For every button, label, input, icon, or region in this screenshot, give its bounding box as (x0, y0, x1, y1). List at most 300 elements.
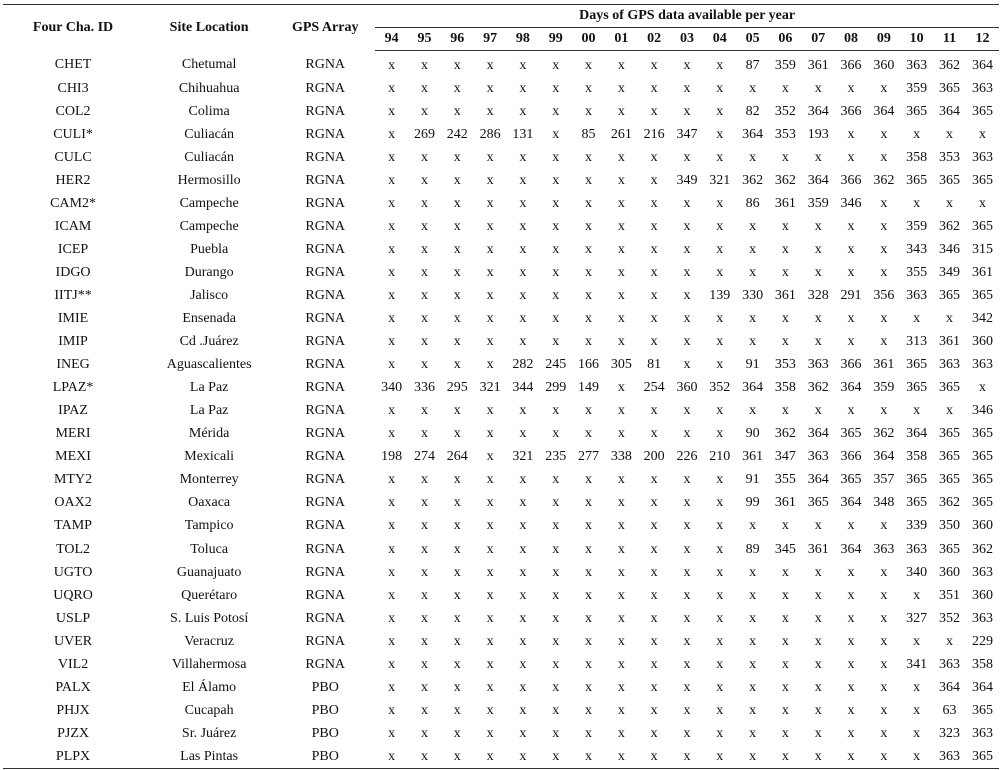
days-value-cell: x (552, 218, 560, 234)
station-id-cell: UGTO (53, 564, 93, 580)
site-location-cell: Oaxaca (188, 495, 231, 511)
gps-array-cell: RGNA (305, 103, 346, 119)
days-value-cell: 362 (774, 426, 796, 442)
days-value-cell: x (978, 126, 986, 142)
days-value-cell: 366 (840, 103, 862, 119)
days-value-cell: x (749, 264, 757, 280)
days-value-cell: 299 (545, 380, 567, 396)
days-value-cell: x (781, 334, 789, 350)
days-value-cell: 364 (742, 380, 764, 396)
days-value-cell: x (617, 518, 625, 534)
days-value-cell: x (420, 495, 428, 511)
days-value-cell: x (716, 564, 724, 580)
days-value-cell: 364 (840, 495, 862, 511)
header-year: 94 (375, 28, 408, 51)
days-value-cell: x (585, 149, 593, 165)
days-value-cell: x (683, 149, 691, 165)
site-location-cell: Campeche (179, 218, 239, 234)
days-value-cell: x (650, 610, 658, 626)
days-value-cell: 346 (971, 403, 993, 419)
gps-array-cell: RGNA (305, 656, 346, 672)
days-value-cell: 352 (709, 380, 731, 396)
days-value-cell: 365 (938, 541, 960, 557)
days-value-cell: 363 (971, 149, 993, 165)
station-id-cell: OAX2 (54, 495, 92, 511)
site-location-cell: Sr. Juárez (181, 725, 237, 741)
days-value-cell: x (388, 633, 396, 649)
days-value-cell: x (847, 80, 855, 96)
days-value-cell: x (749, 725, 757, 741)
days-value-cell: 82 (745, 103, 760, 119)
station-id-cell: PLPX (55, 748, 91, 764)
days-value-cell: x (453, 702, 461, 718)
days-value-cell: x (749, 403, 757, 419)
days-value-cell: x (420, 679, 428, 695)
days-value-cell: x (781, 656, 789, 672)
days-value-cell: 364 (873, 103, 895, 119)
days-value-cell: x (683, 264, 691, 280)
station-id-cell: UVER (53, 633, 93, 649)
days-value-cell: x (486, 495, 494, 511)
days-value-cell: x (814, 218, 822, 234)
days-value-cell: x (585, 241, 593, 257)
days-value-cell: x (749, 633, 757, 649)
days-value-cell: x (420, 472, 428, 488)
header-year: 08 (835, 28, 868, 51)
days-value-cell: x (683, 403, 691, 419)
gps-array-cell: RGNA (305, 172, 346, 188)
days-value-cell: x (388, 218, 396, 234)
days-value-cell: x (519, 264, 527, 280)
days-value-cell: 364 (742, 126, 764, 142)
days-value-cell: x (913, 633, 921, 649)
days-value-cell: x (814, 518, 822, 534)
days-value-cell: x (716, 241, 724, 257)
days-value-cell: x (814, 334, 822, 350)
days-value-cell: x (683, 725, 691, 741)
gps-array-cell: PBO (311, 748, 339, 764)
days-value-cell: x (552, 610, 560, 626)
days-value-cell: x (617, 311, 625, 327)
days-value-cell: x (420, 541, 428, 557)
days-value-cell: 366 (840, 449, 862, 465)
days-value-cell: x (716, 702, 724, 718)
days-value-cell: x (814, 702, 822, 718)
days-value-cell: x (453, 149, 461, 165)
days-value-cell: 365 (971, 103, 993, 119)
days-value-cell: x (453, 241, 461, 257)
days-value-cell: 363 (938, 656, 960, 672)
days-value-cell: x (519, 241, 527, 257)
days-value-cell: x (519, 334, 527, 350)
days-value-cell: x (453, 80, 461, 96)
days-value-cell: x (716, 80, 724, 96)
days-value-cell: 360 (676, 380, 698, 396)
days-value-cell: 362 (938, 218, 960, 234)
days-value-cell: x (519, 725, 527, 741)
station-id-cell: VIL2 (57, 656, 89, 672)
days-value-cell: x (388, 195, 396, 211)
days-value-cell: 362 (774, 172, 796, 188)
days-value-cell: 341 (906, 656, 928, 672)
days-value-cell: x (814, 241, 822, 257)
gps-array-cell: RGNA (305, 472, 346, 488)
days-value-cell: 352 (938, 610, 960, 626)
days-value-cell: x (486, 633, 494, 649)
days-value-cell: 363 (971, 610, 993, 626)
days-value-cell: x (453, 587, 461, 603)
days-value-cell: x (617, 656, 625, 672)
days-value-cell: 210 (709, 449, 731, 465)
site-location-cell: Mexicali (184, 449, 235, 465)
days-value-cell: x (453, 264, 461, 280)
gps-array-cell: RGNA (305, 495, 346, 511)
days-value-cell: 305 (610, 357, 632, 373)
days-value-cell: x (486, 541, 494, 557)
table-row (3, 745, 999, 769)
days-value-cell: x (552, 748, 560, 764)
days-value-cell: x (913, 311, 921, 327)
days-value-cell: 328 (807, 287, 829, 303)
days-value-cell: x (388, 472, 396, 488)
days-value-cell: x (486, 311, 494, 327)
days-value-cell: 363 (938, 748, 960, 764)
days-value-cell: x (847, 564, 855, 580)
days-value-cell: 364 (840, 541, 862, 557)
station-id-cell: MTY2 (53, 472, 93, 488)
table-header (3, 5, 999, 51)
days-value-cell: 363 (971, 80, 993, 96)
days-value-cell: 365 (840, 472, 862, 488)
days-value-cell: 321 (512, 449, 534, 465)
days-value-cell: x (683, 702, 691, 718)
days-value-cell: 365 (840, 426, 862, 442)
days-value-cell: 360 (873, 57, 895, 73)
table-row (3, 469, 999, 492)
days-value-cell: x (420, 403, 428, 419)
days-value-cell: 365 (971, 472, 993, 488)
days-value-cell: x (716, 472, 724, 488)
site-location-cell: Cucapah (184, 702, 234, 718)
days-value-cell: 365 (971, 287, 993, 303)
days-value-cell: 139 (709, 287, 731, 303)
days-value-cell: x (617, 702, 625, 718)
days-value-cell: 365 (906, 172, 928, 188)
days-value-cell: x (683, 195, 691, 211)
days-value-cell: x (552, 195, 560, 211)
days-value-cell: x (388, 610, 396, 626)
days-value-cell: x (814, 403, 822, 419)
days-value-cell: x (519, 403, 527, 419)
days-value-cell: x (585, 426, 593, 442)
days-value-cell: x (847, 587, 855, 603)
gps-array-cell: PBO (311, 725, 339, 741)
days-value-cell: x (552, 656, 560, 672)
days-value-cell: x (519, 495, 527, 511)
days-value-cell: x (585, 264, 593, 280)
station-id-cell: TOL2 (56, 541, 91, 557)
days-value-cell: x (913, 587, 921, 603)
site-location-cell: Cd .Juárez (179, 334, 239, 350)
days-value-cell: x (814, 149, 822, 165)
days-value-cell: 358 (906, 449, 928, 465)
days-value-cell: x (388, 518, 396, 534)
days-value-cell: x (519, 287, 527, 303)
days-value-cell: x (683, 564, 691, 580)
days-value-cell: x (552, 633, 560, 649)
days-value-cell: x (814, 610, 822, 626)
days-value-cell: x (617, 610, 625, 626)
gps-array-cell: RGNA (305, 449, 346, 465)
table-row (3, 538, 999, 561)
days-value-cell: x (880, 748, 888, 764)
days-value-cell: x (453, 541, 461, 557)
days-value-cell: x (420, 564, 428, 580)
days-value-cell: 344 (512, 380, 534, 396)
days-value-cell: 362 (938, 57, 960, 73)
days-value-cell: 361 (742, 449, 764, 465)
days-value-cell: 91 (745, 472, 760, 488)
days-value-cell: x (749, 241, 757, 257)
days-value-cell: x (880, 656, 888, 672)
days-value-cell: x (552, 495, 560, 511)
days-value-cell: x (749, 564, 757, 580)
days-value-cell: x (453, 103, 461, 119)
days-value-cell: x (880, 334, 888, 350)
days-value-cell: x (814, 679, 822, 695)
days-value-cell: 264 (446, 449, 468, 465)
gps-array-cell: RGNA (305, 587, 346, 603)
days-value-cell: 365 (906, 357, 928, 373)
days-value-cell: 321 (709, 172, 731, 188)
days-value-cell: x (486, 403, 494, 419)
header-year: 01 (605, 28, 638, 51)
days-value-cell: x (913, 403, 921, 419)
gps-array-cell: RGNA (305, 241, 346, 257)
days-value-cell: 361 (807, 541, 829, 557)
days-value-cell: x (617, 495, 625, 511)
days-value-cell: x (519, 311, 527, 327)
days-value-cell: x (486, 748, 494, 764)
days-value-cell: x (617, 287, 625, 303)
days-value-cell: x (552, 103, 560, 119)
header-days-per-year: Days of GPS data available per year (375, 5, 999, 28)
days-value-cell: x (617, 241, 625, 257)
table-row (3, 584, 999, 607)
days-value-cell: x (388, 656, 396, 672)
days-value-cell: x (749, 80, 757, 96)
station-id-cell: PHJX (56, 702, 90, 718)
days-value-cell: x (847, 264, 855, 280)
days-value-cell: x (847, 633, 855, 649)
gps-array-cell: RGNA (305, 541, 346, 557)
days-value-cell: 365 (938, 172, 960, 188)
days-value-cell: x (420, 57, 428, 73)
days-value-cell: 362 (938, 495, 960, 511)
table-row (3, 561, 999, 584)
days-value-cell: x (650, 149, 658, 165)
days-value-cell: x (453, 679, 461, 695)
days-value-cell: 364 (807, 426, 829, 442)
days-value-cell: x (814, 564, 822, 580)
days-value-cell: 360 (938, 564, 960, 580)
days-value-cell: x (585, 218, 593, 234)
station-id-cell: CHI3 (57, 80, 89, 96)
days-value-cell: x (519, 218, 527, 234)
days-value-cell: x (486, 679, 494, 695)
table-row (3, 423, 999, 446)
header-year: 11 (933, 28, 966, 51)
days-value-cell: 365 (906, 495, 928, 511)
days-value-cell: x (650, 403, 658, 419)
days-value-cell: 365 (807, 495, 829, 511)
days-value-cell: x (552, 403, 560, 419)
days-value-cell: 346 (938, 241, 960, 257)
days-value-cell: 363 (807, 449, 829, 465)
days-value-cell: x (486, 172, 494, 188)
days-value-cell: x (683, 518, 691, 534)
days-value-cell: x (781, 518, 789, 534)
gps-array-cell: RGNA (305, 426, 346, 442)
days-value-cell: x (781, 80, 789, 96)
days-value-cell: 349 (938, 264, 960, 280)
days-value-cell: x (486, 426, 494, 442)
days-value-cell: x (585, 287, 593, 303)
days-value-cell: x (716, 426, 724, 442)
header-year: 00 (572, 28, 605, 51)
header-year: 95 (408, 28, 441, 51)
days-value-cell: x (749, 656, 757, 672)
station-id-cell: IPAZ (58, 403, 88, 419)
days-value-cell: x (814, 748, 822, 764)
days-value-cell: x (683, 748, 691, 764)
days-value-cell: x (617, 334, 625, 350)
days-value-cell: x (814, 725, 822, 741)
table-row (3, 192, 999, 215)
gps-data-table (3, 4, 999, 769)
days-value-cell: x (913, 126, 921, 142)
days-value-cell: x (486, 725, 494, 741)
days-value-cell: x (420, 656, 428, 672)
days-value-cell: x (880, 311, 888, 327)
station-id-cell: USLP (55, 610, 91, 626)
table-row (3, 146, 999, 169)
days-value-cell: 363 (906, 541, 928, 557)
days-value-cell: x (420, 195, 428, 211)
days-value-cell: x (880, 149, 888, 165)
days-value-cell: x (388, 241, 396, 257)
days-value-cell: x (978, 195, 986, 211)
gps-array-cell: RGNA (305, 380, 346, 396)
days-value-cell: x (650, 587, 658, 603)
table-row (3, 100, 999, 123)
days-value-cell: x (453, 403, 461, 419)
days-value-cell: x (552, 472, 560, 488)
days-value-cell: x (847, 610, 855, 626)
days-value-cell: x (683, 495, 691, 511)
gps-array-cell: PBO (311, 702, 339, 718)
days-value-cell: x (716, 357, 724, 373)
days-value-cell: x (617, 541, 625, 557)
days-value-cell: x (519, 587, 527, 603)
days-value-cell: x (420, 218, 428, 234)
days-value-cell: x (388, 495, 396, 511)
gps-array-cell: PBO (311, 679, 339, 695)
days-value-cell: x (749, 311, 757, 327)
table-row (3, 331, 999, 354)
days-value-cell: x (617, 80, 625, 96)
days-value-cell: 362 (742, 172, 764, 188)
gps-array-cell: RGNA (305, 126, 346, 142)
station-id-cell: ICAM (54, 218, 92, 234)
days-value-cell: x (552, 564, 560, 580)
header-year: 99 (539, 28, 572, 51)
site-location-cell: Chetumal (181, 57, 237, 73)
station-id-cell: MERI (55, 426, 91, 442)
days-value-cell: x (420, 518, 428, 534)
days-value-cell: x (650, 264, 658, 280)
days-value-cell: x (945, 633, 953, 649)
days-value-cell: x (650, 633, 658, 649)
days-value-cell: 364 (807, 172, 829, 188)
days-value-cell: x (585, 472, 593, 488)
days-value-cell: 63 (942, 702, 957, 718)
days-value-cell: 364 (807, 103, 829, 119)
days-value-cell: 330 (742, 287, 764, 303)
site-location-cell: Querétaro (181, 587, 238, 603)
days-value-cell: x (781, 702, 789, 718)
days-value-cell: x (749, 149, 757, 165)
days-value-cell: 365 (971, 702, 993, 718)
days-value-cell: x (683, 334, 691, 350)
days-value-cell: x (388, 426, 396, 442)
days-value-cell: 91 (745, 357, 760, 373)
days-value-cell: x (388, 564, 396, 580)
days-value-cell: x (486, 103, 494, 119)
table-row (3, 51, 999, 78)
table-row (3, 123, 999, 146)
days-value-cell: x (716, 264, 724, 280)
days-value-cell: x (617, 103, 625, 119)
days-value-cell: 366 (840, 357, 862, 373)
days-value-cell: 365 (938, 472, 960, 488)
days-value-cell: 361 (774, 195, 796, 211)
station-id-cell: LPAZ* (52, 380, 94, 396)
gps-array-cell: RGNA (305, 287, 346, 303)
days-value-cell: x (945, 311, 953, 327)
days-value-cell: x (453, 218, 461, 234)
days-value-cell: x (617, 195, 625, 211)
table-row (3, 354, 999, 377)
days-value-cell: x (650, 57, 658, 73)
days-value-cell: x (781, 610, 789, 626)
days-value-cell: x (388, 126, 396, 142)
days-value-cell: x (388, 403, 396, 419)
days-value-cell: 364 (840, 380, 862, 396)
days-value-cell: x (420, 610, 428, 626)
days-value-cell: 360 (971, 587, 993, 603)
site-location-cell: Toluca (190, 541, 229, 557)
days-value-cell: x (453, 472, 461, 488)
days-value-cell: x (420, 633, 428, 649)
days-value-cell: 366 (840, 57, 862, 73)
days-value-cell: x (749, 334, 757, 350)
days-value-cell: x (716, 149, 724, 165)
days-value-cell: x (814, 311, 822, 327)
days-value-cell: x (781, 748, 789, 764)
days-value-cell: x (880, 587, 888, 603)
days-value-cell: x (552, 80, 560, 96)
